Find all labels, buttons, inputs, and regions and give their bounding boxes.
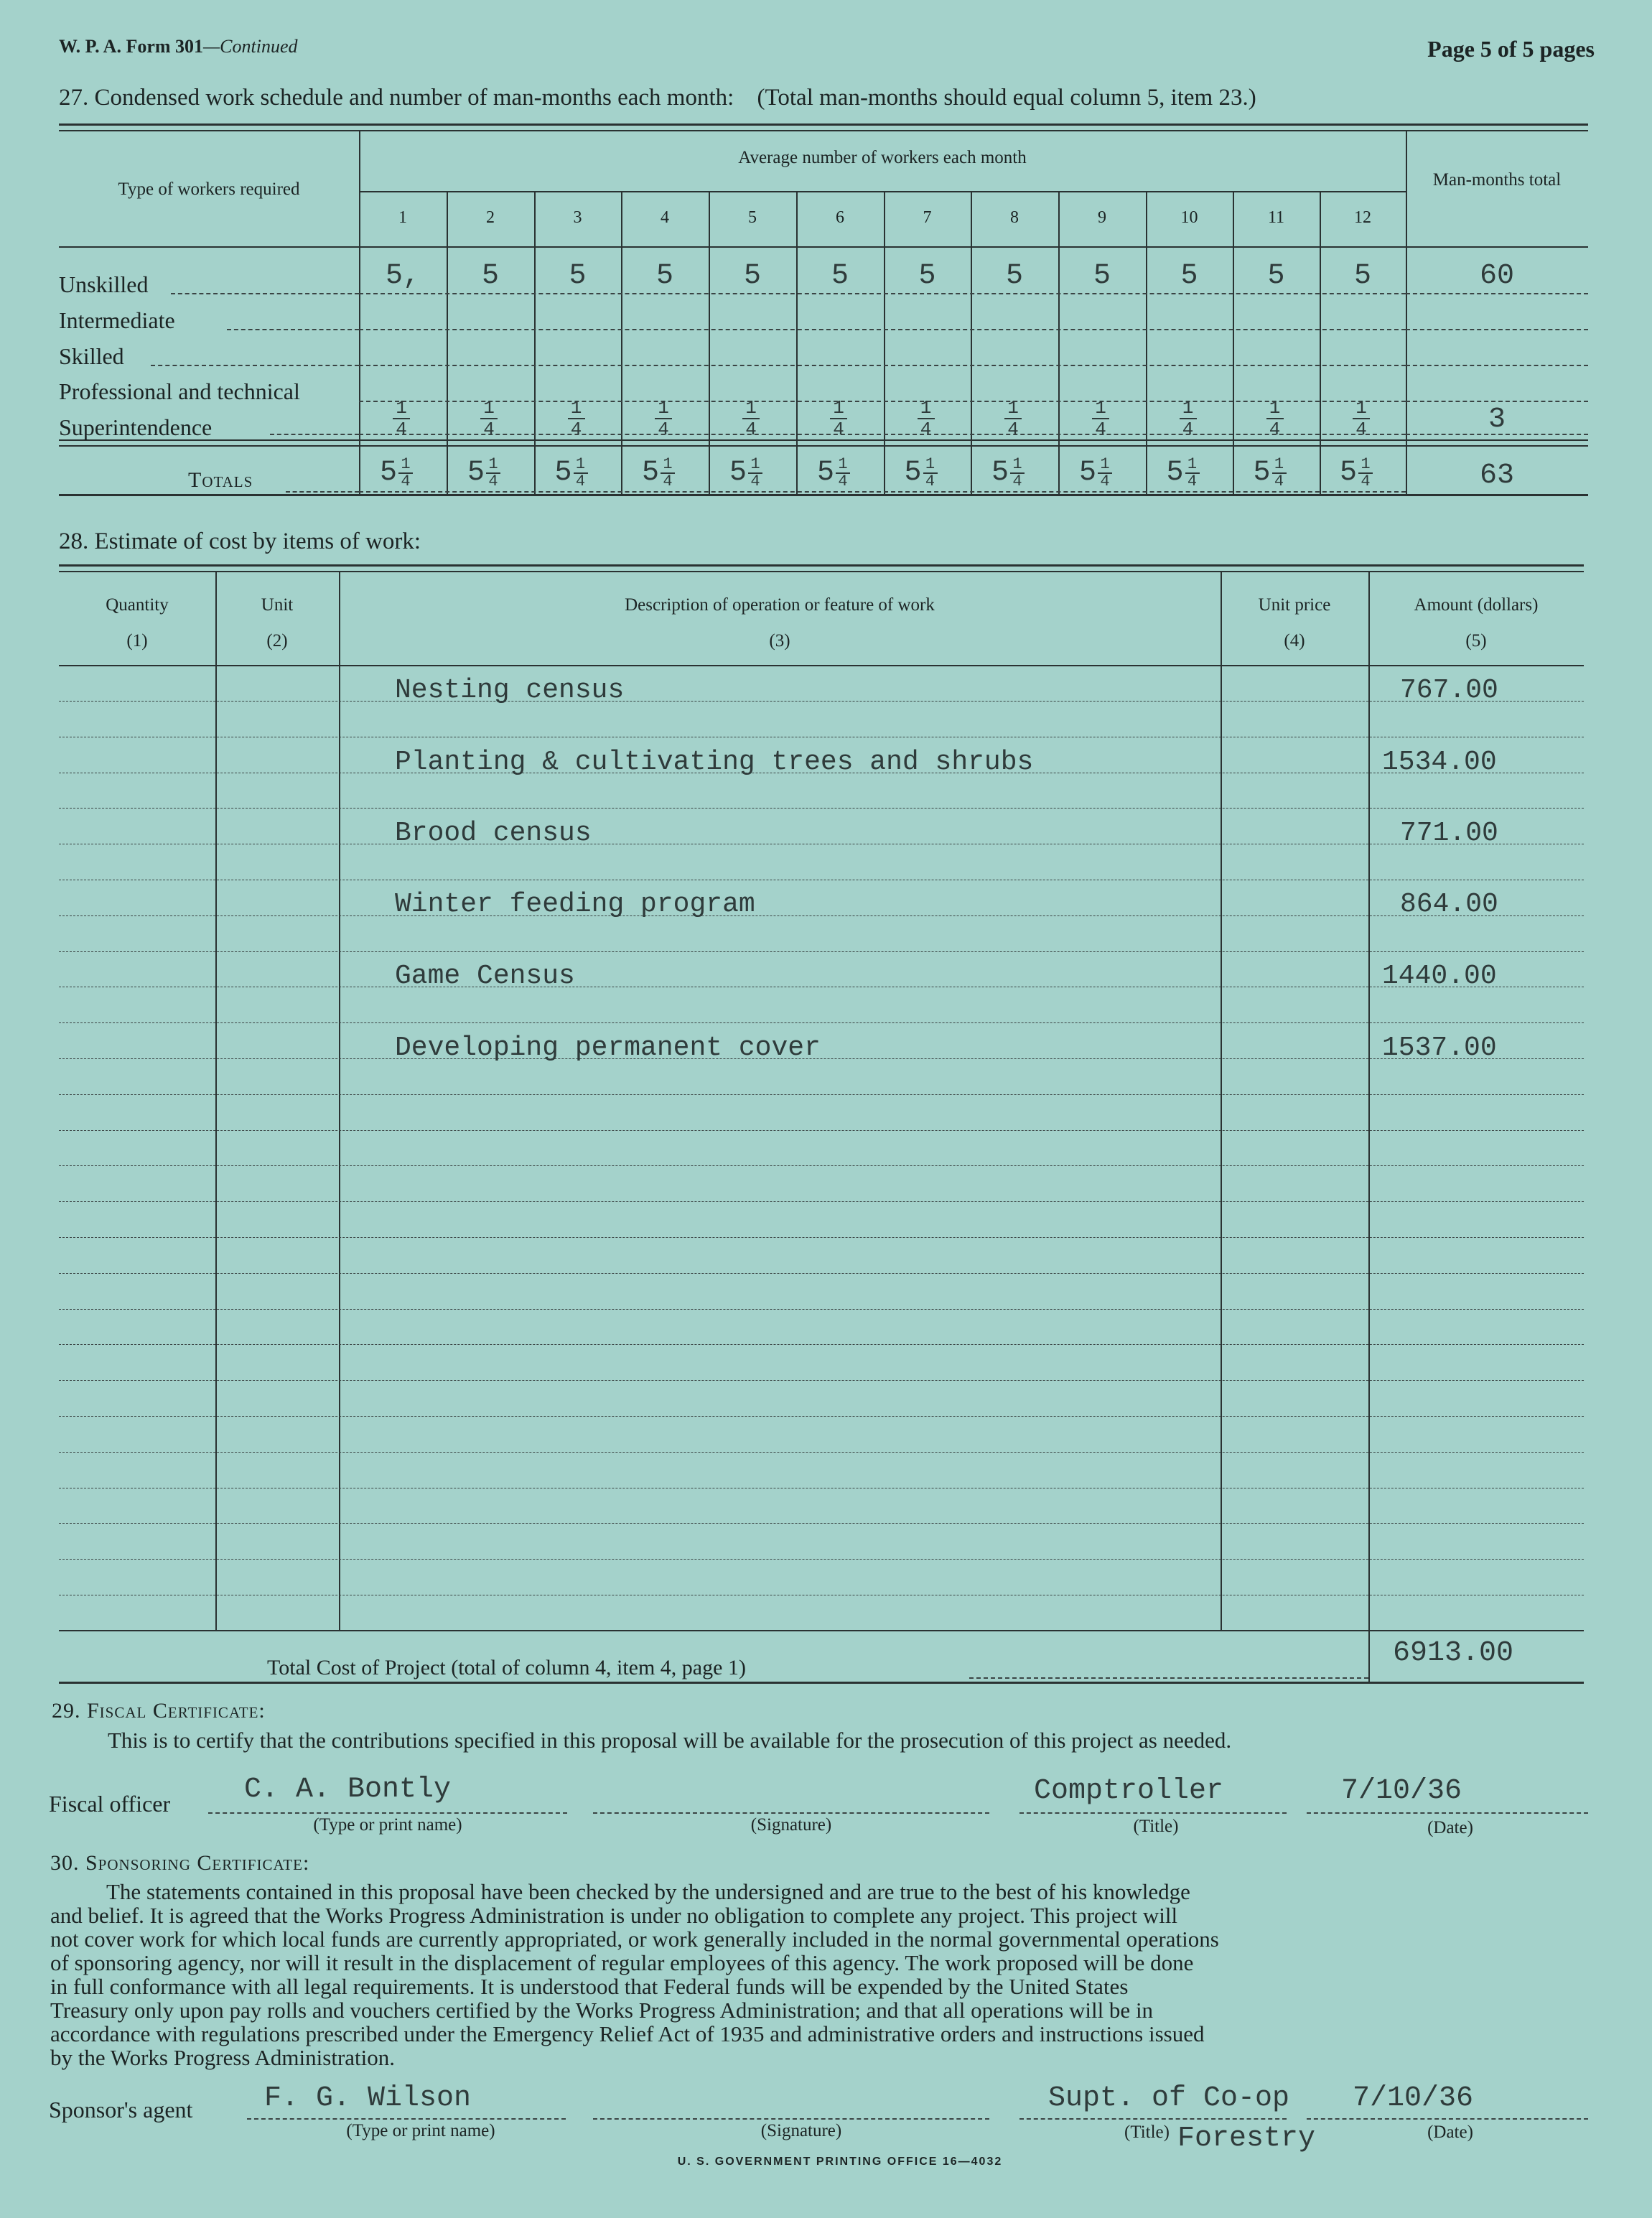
col-unit-price-label: Unit price <box>1258 595 1331 615</box>
superintendence-value: 1 4 <box>742 399 760 438</box>
sponsor-agent-label: Sponsor's agent <box>49 2097 193 2123</box>
printer-imprint: U. S. GOVERNMENT PRINTING OFFICE 16—4032 <box>677 2156 1003 2168</box>
sponsoring-line: accordance with regulations prescribed under the Emergency Relief Act of 1935 and administrative orders and instructions issued <box>50 2021 1205 2046</box>
row-label-superintendence: Superintendence <box>59 414 213 440</box>
superintendence-value: 1 4 <box>1353 399 1370 438</box>
totals-value: 5 1 4 <box>642 457 675 489</box>
col-description-label: Description of operation or feature of work <box>625 595 935 615</box>
month-header: 3 <box>573 208 582 227</box>
form-id-text: W. P. A. Form 301 <box>59 36 204 57</box>
totals-value: 5 1 4 <box>991 457 1025 489</box>
superintendence-total: 3 <box>1488 404 1506 436</box>
sponsoring-line: Treasury only upon pay rolls and vouchers certified by the Works Progress Administration; and that all operations will be in <box>50 1998 1154 2023</box>
superintendence-value: 1 4 <box>1266 399 1284 438</box>
unskilled-value: 5 <box>918 260 936 292</box>
unskilled-value: 5, <box>385 260 420 292</box>
month-header: 4 <box>661 208 669 227</box>
sponsoring-line: in full conformance with all legal requirements. It is understood that Federal funds will be expended by the United States <box>50 1974 1129 1999</box>
section29-title: 29. Fiscal Certificate: <box>52 1699 266 1723</box>
totals-value: 5 1 4 <box>555 457 588 489</box>
col-quantity-num: (1) <box>126 631 148 651</box>
row-label-unskilled: Unskilled <box>59 271 149 297</box>
totals-value: 5 1 4 <box>1167 457 1200 489</box>
superintendence-value: 1 4 <box>393 399 410 438</box>
item-description: Winter feeding program <box>395 889 755 920</box>
sponsor-agent-title-line2: Forestry <box>1177 2123 1316 2155</box>
sponsoring-line: and belief. It is agreed that the Works Progress Administration is under no obligation to complete any project. This project will <box>50 1903 1178 1928</box>
month-header: 5 <box>748 208 757 227</box>
totals-value: 5 1 4 <box>1079 457 1112 489</box>
row-label-intermediate: Intermediate <box>59 307 175 333</box>
col-amount-label: Amount (dollars) <box>1414 595 1539 615</box>
month-header: 1 <box>398 208 407 227</box>
totals-value: 5 1 4 <box>817 457 850 489</box>
sponsor-agent-name: F. G. Wilson <box>264 2082 472 2115</box>
superintendence-value: 1 4 <box>480 399 498 438</box>
month-header: 11 <box>1267 208 1285 227</box>
unskilled-value: 5 <box>1353 260 1371 292</box>
item-amount: 864.00 <box>1400 889 1498 920</box>
col-unit-label: Unit <box>261 595 294 615</box>
fiscal-officer-date: 7/10/36 <box>1341 1775 1462 1807</box>
sponsor-agent-title: Supt. of Co-op <box>1048 2082 1290 2115</box>
totals-value: 5 1 4 <box>467 457 500 489</box>
totals-value: 5 1 4 <box>1340 457 1373 489</box>
col-quantity-label: Quantity <box>106 595 169 615</box>
item-amount: 1537.00 <box>1382 1033 1497 1063</box>
superintendence-value: 1 4 <box>568 399 585 438</box>
sponsor-agent-date: 7/10/36 <box>1353 2082 1474 2115</box>
unskilled-total: 60 <box>1479 260 1514 292</box>
month-header: 10 <box>1180 208 1198 227</box>
superintendence-value: 1 4 <box>830 399 847 438</box>
superintendence-value: 1 4 <box>655 399 672 438</box>
unskilled-value: 5 <box>481 260 499 292</box>
sponsor-caption-date: (Date) <box>1427 2123 1473 2142</box>
totals-value: 5 1 4 <box>729 457 762 489</box>
row-label-skilled: Skilled <box>59 343 124 369</box>
month-header: 6 <box>836 208 844 227</box>
item-description: Game Census <box>395 961 575 992</box>
row-label-professional: Professional and technical <box>59 378 300 404</box>
item-amount: 767.00 <box>1400 675 1498 706</box>
col-type-header: Type of workers required <box>118 180 300 199</box>
total-cost-amount: 6913.00 <box>1393 1637 1514 1669</box>
fiscal-caption-title: (Title) <box>1133 1817 1179 1836</box>
total-cost-label-text: Total Cost of Project (total of column 4, item 4, page 1) <box>267 1656 746 1679</box>
section27-title-text: 27. Condensed work schedule and number of man-months each month: <box>59 85 734 111</box>
section27-note: (Total man-months should equal column 5, item 23.) <box>757 85 1256 111</box>
month-header: 12 <box>1354 208 1371 227</box>
item-amount: 1440.00 <box>1382 961 1497 992</box>
unskilled-value: 5 <box>743 260 761 292</box>
col-unit-num: (2) <box>266 631 288 651</box>
fiscal-officer-label: Fiscal officer <box>49 1791 171 1817</box>
totals-value: 5 1 4 <box>905 457 938 489</box>
superintendence-value: 1 4 <box>1180 399 1197 438</box>
sponsoring-line: of sponsoring agency, nor will it result in the displacement of regular employees of this agency. The work proposed will be done <box>50 1950 1194 1975</box>
totals-value: 5 1 4 <box>380 457 413 489</box>
totals-value: 5 1 4 <box>1254 457 1287 489</box>
fiscal-caption-name: (Type or print name) <box>313 1815 462 1835</box>
month-header: 9 <box>1098 208 1106 227</box>
item-description: Brood census <box>395 818 592 849</box>
sponsor-caption-name: (Type or print name) <box>346 2121 495 2140</box>
item-description: Developing permanent cover <box>395 1033 821 1063</box>
col-description-num: (3) <box>769 631 790 651</box>
month-header: 2 <box>486 208 495 227</box>
month-header: 7 <box>923 208 932 227</box>
sponsor-caption-signature: (Signature) <box>760 2121 842 2140</box>
item-amount: 1534.00 <box>1382 747 1497 778</box>
superintendence-value: 1 4 <box>1092 399 1109 438</box>
sponsor-caption-title: (Title) <box>1124 2123 1170 2142</box>
fiscal-caption-date: (Date) <box>1427 1818 1473 1837</box>
col-total-header: Man-months total <box>1432 170 1562 190</box>
unskilled-value: 5 <box>1267 260 1285 292</box>
unskilled-value: 5 <box>1005 260 1023 292</box>
fiscal-officer-title: Comptroller <box>1034 1775 1224 1807</box>
section30-title: 30. Sponsoring Certificate: <box>50 1851 310 1875</box>
col-amount-num: (5) <box>1465 631 1487 651</box>
col-unit-price-num: (4) <box>1284 631 1305 651</box>
col-avg-header: Average number of workers each month <box>738 148 1027 167</box>
sponsoring-line: by the Works Progress Administration. <box>50 2045 396 2070</box>
fiscal-certificate-body: This is to certify that the contributions specified in this proposal will be available for the prosecution of this project as needed. <box>108 1728 1232 1753</box>
unskilled-value: 5 <box>1093 260 1111 292</box>
unskilled-value: 5 <box>831 260 849 292</box>
item-description: Nesting census <box>395 675 625 706</box>
item-amount: 771.00 <box>1400 818 1498 849</box>
page-label: Page 5 of 5 pages <box>1427 36 1595 62</box>
superintendence-value: 1 4 <box>1004 399 1022 438</box>
fiscal-officer-name: C. A. Bontly <box>244 1774 452 1806</box>
month-header: 8 <box>1010 208 1019 227</box>
totals-total: 63 <box>1479 460 1514 492</box>
sponsoring-line: not cover work for which local funds are currently appropriated, or work generally included in the normal governmental operations <box>50 1926 1219 1952</box>
superintendence-value: 1 4 <box>918 399 935 438</box>
unskilled-value: 5 <box>655 260 673 292</box>
item-description: Planting & cultivating trees and shrubs <box>395 747 1034 778</box>
fiscal-caption-signature: (Signature) <box>750 1815 832 1835</box>
row-label-totals: Totals <box>188 468 253 492</box>
form-id-suffix: —Continued <box>203 36 298 57</box>
unskilled-value: 5 <box>569 260 587 292</box>
unskilled-value: 5 <box>1180 260 1198 292</box>
sponsoring-certificate-text <box>50 1880 1594 2069</box>
section28-title: 28. Estimate of cost by items of work: <box>59 528 421 554</box>
sponsoring-line: The statements contained in this proposal have been checked by the undersigned and are true to the best of his knowledge <box>106 1879 1190 1904</box>
